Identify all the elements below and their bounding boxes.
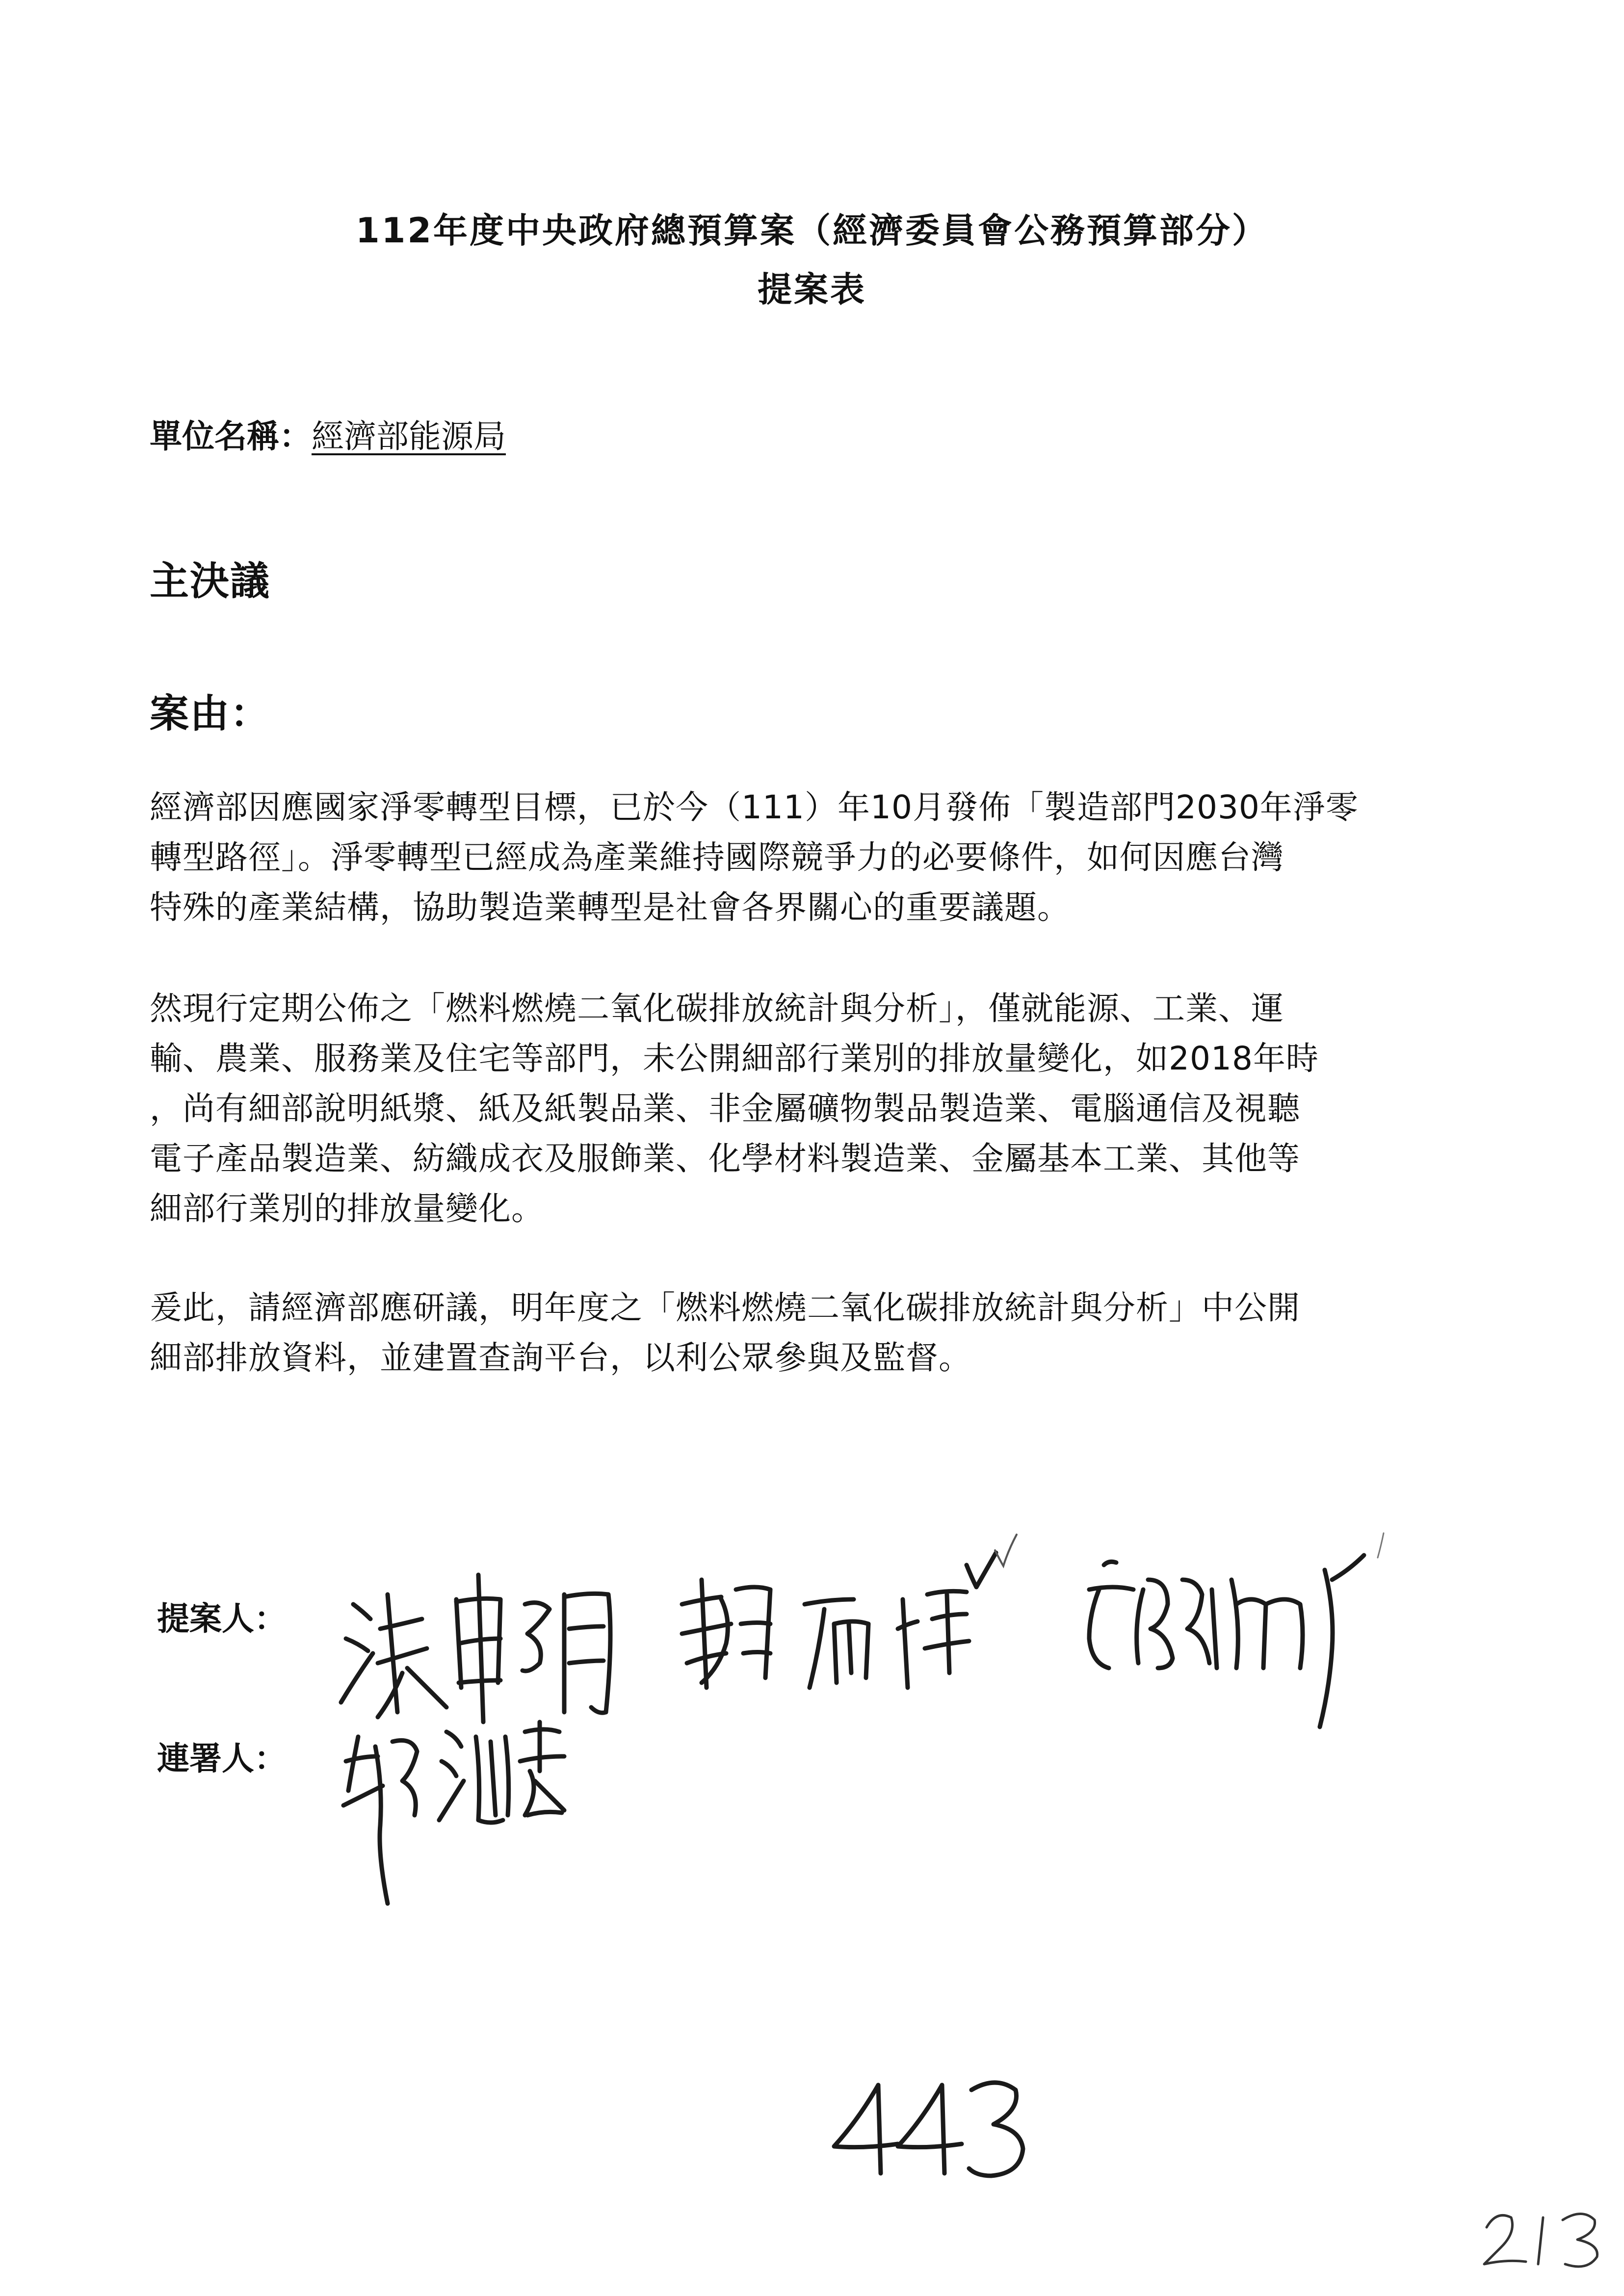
proposer-signature-3 — [1070, 1550, 1374, 1737]
paragraph-line: 細部行業別的排放量變化。 — [150, 1190, 544, 1227]
reason-paragraph-1 — [150, 783, 1514, 933]
paragraph-line: 特殊的產業結構，協助製造業轉型是社會各界關心的重要議題。 — [150, 888, 1070, 926]
document-subtitle: 提案表 — [758, 269, 866, 310]
reason-paragraph-2 — [150, 984, 1514, 1234]
cosigner-label: 連署人： — [157, 1740, 287, 1777]
paragraph-line: 輸、農業、服務業及住宅等部門，未公開細部行業別的排放量變化，如2018年時 — [150, 1040, 1319, 1077]
document-title: 112年度中央政府總預算案（經濟委員會公務預算部分） — [355, 210, 1269, 251]
page-number — [824, 2075, 1030, 2185]
reason-paragraph-3 — [150, 1283, 1514, 1383]
corner-number — [1477, 2198, 1604, 2273]
proposer-label: 提案人： — [157, 1600, 287, 1638]
paragraph-line: 然現行定期公佈之「燃料燃燒二氧化碳排放統計與分析」，僅就能源、工業、運 — [150, 990, 1284, 1027]
reason-heading: 案由： — [150, 691, 270, 736]
proposer-signature-2 — [672, 1550, 1016, 1702]
paragraph-line: 轉型路徑」。淨零轉型已經成為產業維持國際競爭力的必要條件，如何因應台灣 — [150, 838, 1284, 876]
unit-label: 單位名稱： — [150, 417, 312, 455]
stray-mark — [1374, 1531, 1388, 1562]
paragraph-line: 細部排放資料，並建置查詢平台，以利公眾參與及監督。 — [150, 1339, 971, 1377]
unit-value: 經濟部能源局 — [312, 417, 506, 455]
paragraph-line: ，尚有細部說明紙漿、紙及紙製品業、非金屬礦物製品製造業、電腦通信及視聽 — [150, 1090, 1300, 1127]
main-resolution-heading: 主決議 — [150, 558, 270, 604]
check-mark-icon — [991, 1531, 1021, 1572]
paragraph-line: 電子產品製造業、紡織成衣及服飾業、化學材料製造業、金屬基本工業、其他等 — [150, 1140, 1300, 1177]
unit-line — [150, 412, 506, 461]
paragraph-line: 經濟部因應國家淨零轉型目標，已於今（111）年10月發佈「製造部門2030年淨零 — [150, 788, 1359, 826]
paragraph-line: 爰此，請經濟部應研議，明年度之「燃料燃燒二氧化碳排放統計與分析」中公開 — [150, 1289, 1300, 1327]
cosigner-signature-1 — [334, 1707, 589, 1913]
proposer-signature-1 — [334, 1565, 653, 1727]
